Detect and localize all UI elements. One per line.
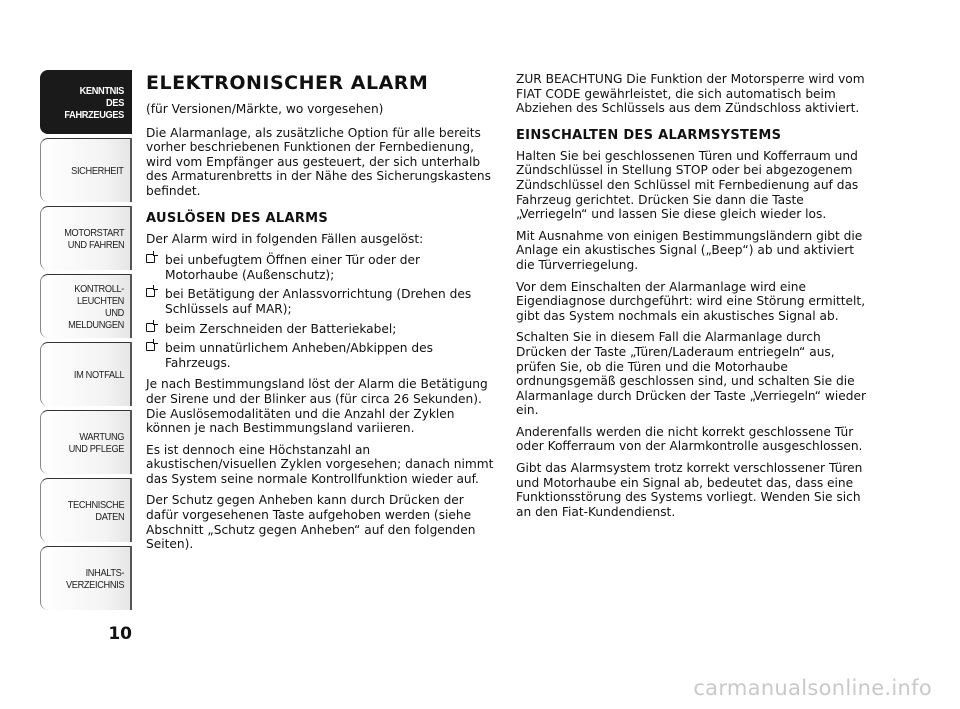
- paragraph: Gibt das Alarmsystem trotz korrekt verschlossener Türen und Motorhaube ein Signal ab, bedeutet das, dass eine Funktionsstörung des Systems vorliegt. Wenden Sie sich an den Fiat-Kundendienst.: [516, 461, 863, 519]
- tab-kontrollleuchten[interactable]: [40, 274, 132, 338]
- section-heading: AUSLÖSEN DES ALARMS: [146, 210, 329, 226]
- page-number: 10: [108, 624, 132, 644]
- tab-label: KENNTNIS DES FAHRZEUGES: [64, 84, 124, 121]
- tab-label: INHALTS- VERZEICHNIS: [65, 566, 124, 591]
- tab-label: TECHNISCHE DATEN: [67, 498, 124, 523]
- list-item: [146, 253, 496, 282]
- tab-label: KONTROLL- LEUCHTEN UND MELDUNGEN: [68, 282, 124, 331]
- checkbox-bullet-icon: [146, 342, 155, 351]
- paragraph: Mit Ausnahme von einigen Bestimmungsländern gibt die Anlage ein akustisches Signal („Beep“) ab und aktiviert die Türverriegelung.: [516, 228, 863, 272]
- checkbox-bullet-icon: [146, 288, 155, 297]
- subtitle: (für Versionen/Märkte, wo vorgesehen): [146, 102, 384, 116]
- tab-kenntnis-des-fahrzeuges[interactable]: [40, 70, 132, 134]
- list-item-text: bei unbefugtem Öffnen einer Tür oder der Motorhaube (Außenschutz);: [165, 253, 420, 282]
- list-item-text: bei Betätigung der Anlassvorrichtung (Drehen des Schlüssels auf MAR);: [165, 287, 472, 316]
- chapter-tabs: [40, 70, 132, 614]
- list-item: [146, 322, 496, 337]
- page-title: ELEKTRONISCHER ALARM: [146, 72, 429, 94]
- left-column: [146, 72, 496, 559]
- checkbox-bullet-icon: [146, 254, 155, 263]
- tab-inhaltsverzeichnis[interactable]: [40, 546, 132, 610]
- paragraph: Vor dem Einschalten der Alarmanlage wird eine Eigendiagnose durchgeführt: wird eine Störung ermittelt, gibt das System nochmals ein akustisches Signal ab.: [516, 279, 866, 323]
- paragraph: Schalten Sie in diesem Fall die Alarmanlage durch Drücken der Taste „Türen/Laderaum entriegeln“ aus, prüfen Sie, ob die Türen und die Motorhaube ordnungsgemäß geschlossen sind, und schalten Sie die Alarmanlage durch Drücken der Taste „Verriegeln“ wieder ein.: [516, 330, 866, 418]
- tab-im-notfall[interactable]: [40, 342, 132, 406]
- tab-wartung-und-pflege[interactable]: [40, 410, 132, 474]
- tab-motorstart-und-fahren[interactable]: [40, 206, 132, 270]
- list-item: [146, 341, 496, 370]
- paragraph: Der Schutz gegen Anheben kann durch Drücken der dafür vorgesehenen Taste aufgehoben werden (siehe Abschnitt „Schutz gegen Anheben“ auf den folgenden Seiten).: [146, 493, 476, 552]
- paragraph: Anderenfalls werden die nicht korrekt geschlossene Tür oder Kofferraum von der Alarmkontrolle ausgeschlossen.: [516, 424, 863, 454]
- checkbox-bullet-icon: [146, 323, 155, 332]
- list-item-text: beim Zerschneiden der Batteriekabel;: [165, 321, 397, 336]
- tab-label: IM NOTFALL: [73, 368, 124, 381]
- tab-label: WARTUNG UND PFLEGE: [68, 430, 124, 455]
- tab-label: MOTORSTART UND FAHREN: [63, 226, 124, 251]
- list-item-text: beim unnatürlichem Anheben/Abkippen des Fahrzeugs.: [165, 341, 433, 370]
- section-intro: Der Alarm wird in folgenden Fällen ausgelöst:: [146, 231, 424, 246]
- intro-paragraph: Die Alarmanlage, als zusätzliche Option für alle bereits vorher beschriebenen Funktionen der Fernbedienung, wird vom Empfänger aus gesteuert, der sich unterhalb des Armaturenbretts in der Nähe des Sicherungskastens befindet.: [146, 125, 492, 198]
- trigger-list: [146, 253, 496, 370]
- paragraph: Es ist dennoch eine Höchstanzahl an akustischen/visuellen Zyklen vorgesehen; danach nimmt das System seine normale Kontrollfunktion wieder auf.: [146, 442, 494, 486]
- right-column: [516, 72, 866, 526]
- paragraph: Je nach Bestimmungsland löst der Alarm die Betätigung der Sirene und der Blinker aus (für circa 26 Sekunden). Die Auslösemodalitäten und die Anzahl der Zyklen können je nach Bestimmungsland variieren.: [146, 377, 488, 436]
- section-heading: EINSCHALTEN DES ALARMSYSTEMS: [516, 127, 782, 143]
- paragraph: Halten Sie bei geschlossenen Türen und Kofferraum und Zündschlüssel in Stellung STOP oder bei abgezogenem Zündschlüssel den Schlüssel mit Fernbedienung auf das Fahrzeug gerichtet. Drücken Sie dann die Taste „Verriegeln“ und lassen Sie diese gleich wieder los.: [516, 148, 859, 222]
- tab-sicherheit[interactable]: [40, 138, 132, 202]
- note-paragraph: ZUR BEACHTUNG Die Funktion der Motorsperre wird vom FIAT CODE gewährleistet, die sich automatisch beim Abziehen des Schlüssels aus dem Zündschloss aktiviert.: [516, 72, 865, 116]
- tab-label: SICHERHEIT: [71, 164, 124, 177]
- tab-technische-daten[interactable]: [40, 478, 132, 542]
- list-item: [146, 287, 496, 316]
- watermark: carmanualsonline.info: [693, 676, 932, 700]
